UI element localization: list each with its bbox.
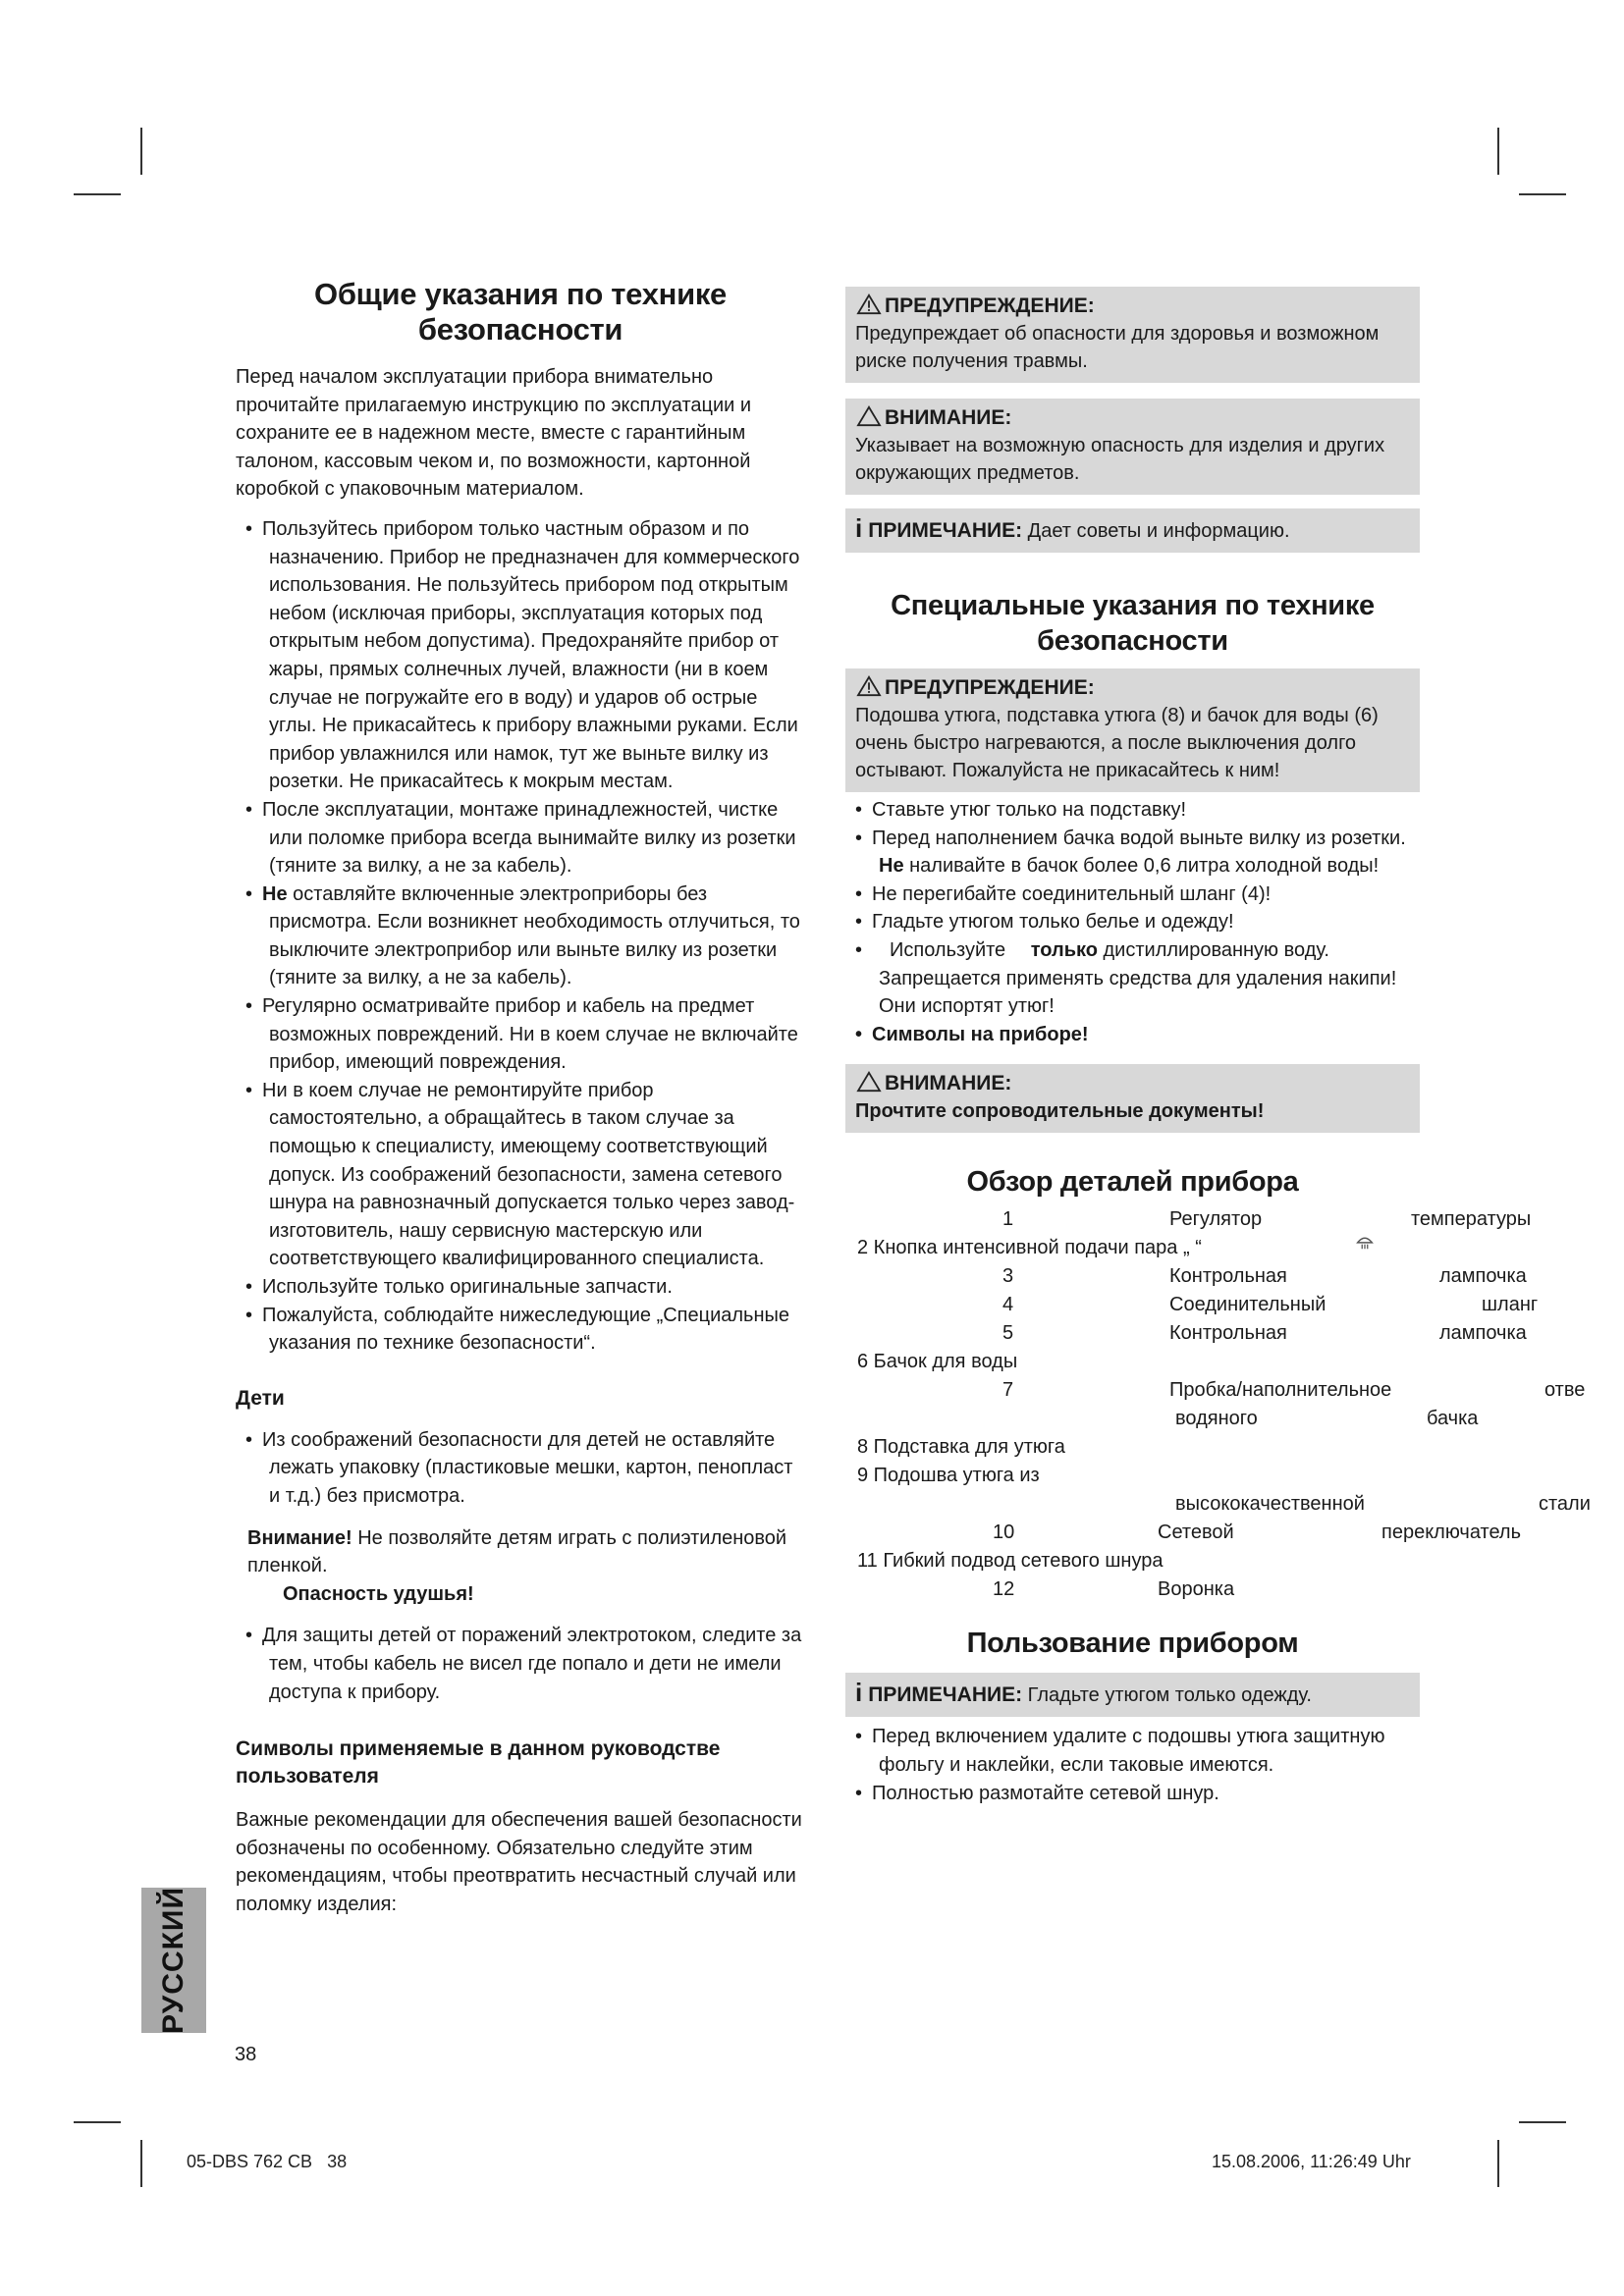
footer-document-id: 05-DBS 762 CB 38 (187, 2152, 348, 2171)
list-item: • Из соображений безопасности для детей не оставляйте лежать упаковку (пластиковые мешки, картон, пенопласт и т.д.) без присмотра. (236, 1426, 805, 1511)
warning-text: Предупреждает об опасности для здоровья и возможном риске получения травмы. (855, 323, 1380, 372)
list-item: • После эксплуатации, монтаже принадлежностей, чистке или поломке прибора всегда вынимайте вилку из розетки (тяните за вилку, а не за кабель). (236, 796, 805, 881)
crop-mark (140, 2140, 142, 2187)
note-text: Гладьте утюгом только одежду. (1027, 1684, 1312, 1707)
attention-text: Указывает на возможную опасность для изделия и других окружающих предметов. (855, 435, 1385, 484)
warning-triangle-icon (855, 1071, 883, 1093)
attention-box-2 (845, 1064, 1420, 1133)
warning-heading: ПРЕДУПРЕЖДЕНИЕ: (855, 293, 1410, 320)
right-column (845, 287, 1591, 1807)
attention-box (845, 399, 1420, 495)
warning-box (845, 287, 1420, 383)
children-title: Дети (236, 1386, 285, 1410)
bold-not: Не (262, 882, 288, 905)
note-box-2: i ПРИМЕЧАНИЕ: Гладьте утюгом только одежду. (845, 1673, 1420, 1717)
crop-mark (1497, 128, 1499, 175)
warning-heading: ПРЕДУПРЕЖДЕНИЕ: (855, 674, 1410, 702)
note-text: Дает советы и информацию. (1027, 520, 1290, 542)
intro-paragraph: Перед началом эксплуатации прибора внимательно прочитайте прилагаемую инструкцию по эксплуатации и сохраните ее в надежном месте, вместе с гарантийным талоном, кассовым чеком и, по возможности, картонной коробкой с упаковочным материалом. (236, 366, 752, 501)
list-item: 7 Пробка/наполнительное отве (1002, 1379, 1586, 1402)
danger-text: Опасность удушья! (283, 1582, 474, 1605)
list-item: • Пожалуйста, соблюдайте нижеследующие „Специальные указания по технике безопасности“. (236, 1302, 805, 1358)
parts-list (845, 1205, 1591, 1604)
list-item: • Используйте только оригинальные запчасти. (236, 1273, 805, 1302)
list-item: 5 Контрольная лампочка (1002, 1322, 1527, 1345)
list-item: 9 Подошва утюга из (857, 1465, 1040, 1487)
list-item: • Ни в коем случае не ремонтируйте прибор самостоятельно, а обращайтесь в таком случае за помощью к специалисту, имеющему соответствующий допуск. Из соображений безопасности, замена сетевого шнура на равнозначный допускается только через завод-изготовитель, нашу сервисную мастерскую или соответствующего квалифицированного специалиста. (236, 1077, 805, 1273)
list-item (236, 881, 805, 992)
list-item: • Перед наполнением бачка водой выньте вилку из розетки. Не наливайте в бачок более 0,6 литра холодной воды! (845, 825, 1420, 881)
attention-heading: ВНИМАНИЕ: (855, 1070, 1410, 1097)
info-icon: i (855, 513, 863, 543)
footer-timestamp: 15.08.2006, 11:26:49 Uhr (1212, 2152, 1411, 2171)
crop-mark (140, 128, 142, 175)
language-tab-label: РУССКИЙ (157, 1886, 189, 2035)
special-safety-title: Специальные указания по технике безопасности (891, 590, 1375, 657)
list-item: 1 Регулятор температуры (1002, 1208, 1532, 1231)
list-item: • Гладьте утюгом только белье и одежду! (845, 908, 1420, 936)
usage-title: Пользование прибором (966, 1628, 1299, 1660)
overview-title: Обзор деталей прибора (966, 1166, 1299, 1199)
list-item: водяного бачка (1175, 1408, 1479, 1430)
usage-bullets (845, 1723, 1420, 1807)
warning-text: Подошва утюга, подставка утюга (8) и бачок для воды (6) очень быстро нагреваются, а после выключения долго остывают. Пожалуйста не прикасайтесь к ним! (855, 705, 1379, 781)
symbols-title: Символы применяемые в данном руководстве пользователя (236, 1737, 721, 1789)
list-item: • Пользуйтесь прибором только частным образом и по назначению. Прибор не предназначен для коммерческого использования. Не пользуйтесь прибором под открытым небом (исключая приборы, эксплуатация которых под открытым небом допустима). Предохраняйте прибор от жары, прямых солнечных лучей, влажности (ни в коем случае не погружайте его в воду) и ударов об острые углы. Не прикасайтесь к прибору влажными руками. Если прибор увлажнился или намок, тут же выньте вилку из розетки. Не прикасайтесь к мокрым местам. (236, 515, 805, 796)
list-item: высококачественной стали (1175, 1493, 1591, 1516)
crop-mark (1519, 193, 1566, 195)
list-item: 10 Сетевой переключатель (993, 1522, 1521, 1544)
page-number: 38 (235, 2044, 257, 2065)
safety-bullets (236, 515, 805, 1358)
list-item: 3 Контрольная лампочка (1002, 1265, 1527, 1288)
steam-symbol-icon (1354, 1230, 1376, 1252)
list-item-text: оставляйте включенные электроприборы без присмотра. Если возникнет необходимость отлучиться, то выключите электроприбор или выньте вилку из розетки (тяните за вилку, а не за кабель). (269, 882, 800, 989)
list-item: • Перед включением удалите с подошвы утюга защитную фольгу и наклейки, если таковые имеются. (845, 1723, 1420, 1779)
list-item: 6 Бачок для воды (857, 1351, 1018, 1373)
symbols-paragraph: Важные рекомендации для обеспечения вашей безопасности обозначены по особенному. Обязательно следуйте этим рекомендациям, чтобы преотвратить несчастный случай или поломку изделия: (236, 1809, 802, 1915)
list-item: 11 Гибкий подвод сетевого шнура (857, 1550, 1164, 1573)
crop-mark (1519, 2121, 1566, 2123)
info-icon: i (855, 1678, 863, 1708)
warning-triangle-icon (855, 405, 883, 427)
crop-mark (74, 193, 121, 195)
warning-triangle-icon (855, 675, 883, 697)
special-bullets (845, 796, 1420, 1048)
list-item: • Используйте только дистиллированную воду. Запрещается применять средства для удаления накипи! Они испортят утюг! (845, 936, 1420, 1021)
left-column (236, 277, 805, 1919)
general-safety-title: Общие указания по технике безопасности (314, 277, 727, 347)
list-item: • Регулярно осматривайте прибор и кабель на предмет возможных повреждений. Ни в коем случае не включайте прибор, имеющий повреждения. (236, 992, 805, 1077)
attention-text: Прочтите сопроводительные документы! (855, 1100, 1265, 1123)
list-item: • Символы на приборе! (845, 1021, 1420, 1049)
attention-note (236, 1524, 805, 1609)
attention-heading: ВНИМАНИЕ: (855, 404, 1410, 432)
children-bullets-2 (236, 1622, 805, 1706)
list-item: • Полностью размотайте сетевой шнур. (845, 1780, 1420, 1808)
language-tab (141, 1888, 206, 2033)
list-item: 4 Соединительный шланг (1002, 1294, 1539, 1316)
list-item: 2 Кнопка интенсивной подачи пара „ “ (845, 1234, 1420, 1262)
warning-box-2 (845, 668, 1420, 792)
warning-triangle-icon (855, 294, 883, 315)
attention-label: Внимание! (247, 1526, 352, 1549)
list-item: • Ставьте утюг только на подставку! (845, 796, 1420, 825)
list-item: • Не перегибайте соединительный шланг (4)! (845, 881, 1420, 909)
list-item: 8 Подставка для утюга (857, 1436, 1065, 1459)
children-bullets (236, 1426, 805, 1511)
note-box: i ПРИМЕЧАНИЕ: Дает советы и информацию. (845, 508, 1420, 553)
crop-mark (1497, 2140, 1499, 2187)
attention-text: Не позволяйте детям играть с полиэтиленовой пленкой. (247, 1526, 787, 1577)
crop-mark (74, 2121, 121, 2123)
list-item: 12 Воронка (993, 1578, 1235, 1601)
list-item: • Для защиты детей от поражений электротоком, следите за тем, чтобы кабель не висел где попало и дети не имели доступа к прибору. (236, 1622, 805, 1706)
